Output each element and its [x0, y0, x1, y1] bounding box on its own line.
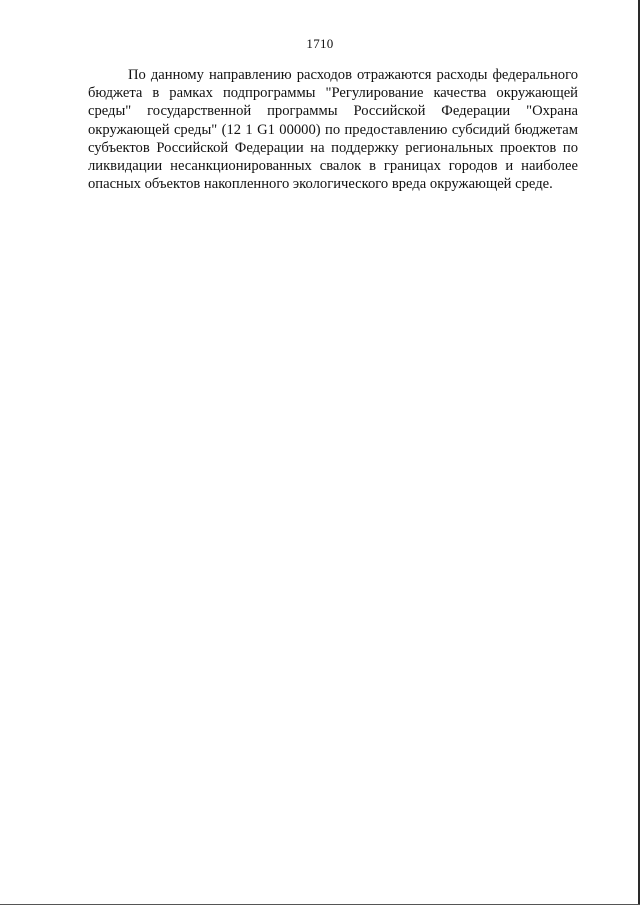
- page-number: 1710: [306, 36, 334, 51]
- body-paragraph: По данному направлению расходов отражаются расходы федерального бюджета в рамках подпрограммы "Регулирование качества окружающей среды" государственной программы Российской Федерации "Охрана окружающей среды" (12 1 G1 00000) по предоставлению субсидий бюджетам субъектов Российской Федерации на поддержку региональных проектов по ликвидации несанкционированных свалок в границах городов и наиболее опасных объектов накопленного экологического вреда окружающей среде.: [88, 67, 578, 193]
